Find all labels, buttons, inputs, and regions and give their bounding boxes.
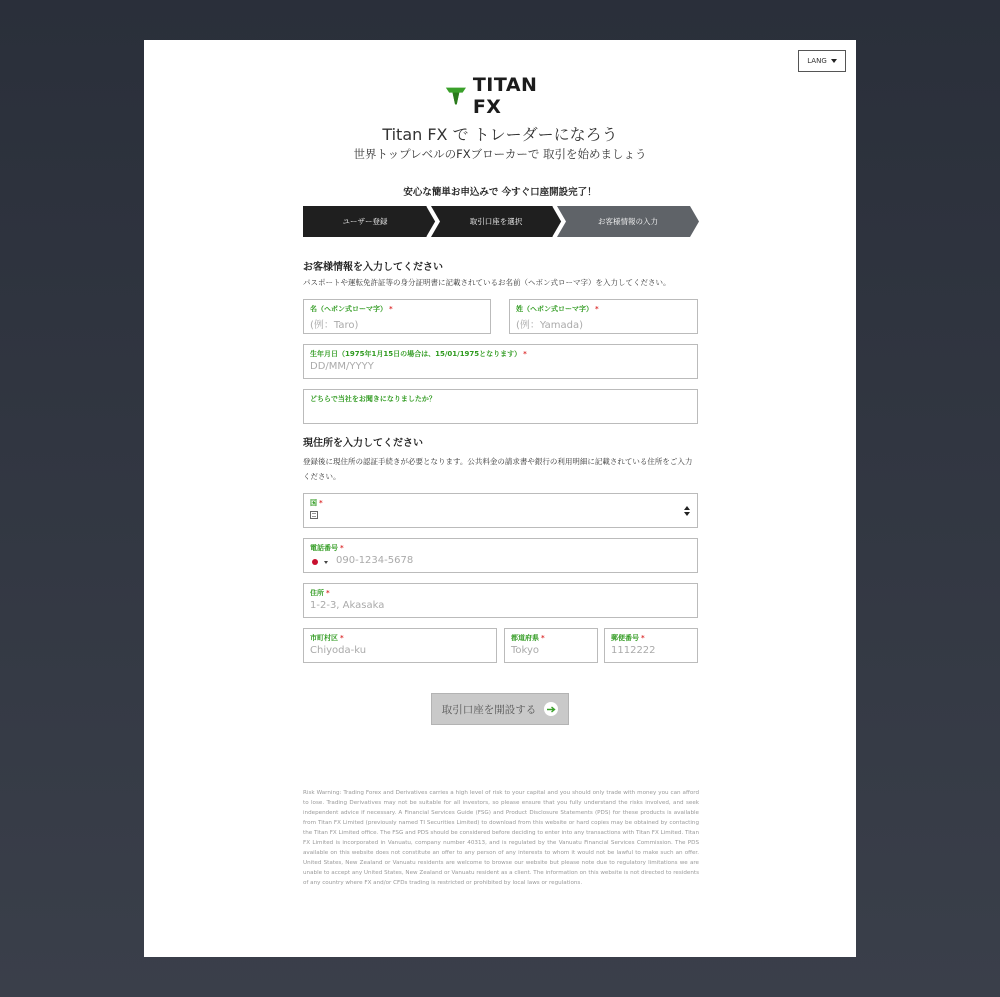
risk-warning: Risk Warning: Trading Forex and Derivatives carries a high level of risk to your capital and you should only trade with money you can afford to lose. Trading Derivatives may not be suitable for all investors, so please ensure that you fully understand the risks involved, and seek independent advice if necessary. A Financial Services Guide (FSG) and Product Disclosure Statements (PDS) for these products is available from Titan FX Limited (previously named TI Securities Limited) to download from this website or hard copies may be obtained by contacting the Titan FX Limited office. The FSG and PDS should be considered before deciding to enter into any transactions with Titan FX Limited. Titan FX Limited is incorporated in Vanuatu, company number 40313, and is regulated by the Vanuatu Financial Services Commission. The PDS available on this website does not constitute an offer to any person of any interests to whom it would not be lawful to make such an offer. United States, New Zealand or Vanuatu residents are welcome to browse our website but please note due to regulatory limitations we are unable to accept any United States, New Zealand or Vanuatu resident as a client. The information on this website is not directed to residents of any country where FX and/or CFDs trading is restricted or prohibited by local laws or regulations. bbox=[303, 790, 699, 886]
brand-logo bbox=[445, 74, 557, 118]
postcode-label: 郵便番号 * bbox=[611, 634, 645, 642]
address-description: 登録後に現住所の認証手続きが必要となります。公共料金の請求書や銀行の利用明細に記載されている住所をご入力ください。 bbox=[303, 457, 693, 481]
prefecture-label: 都道府県 * bbox=[511, 634, 545, 642]
language-label: LANG bbox=[807, 57, 827, 65]
address-heading: 現住所を入力してください bbox=[303, 438, 423, 449]
street-placeholder: 1-2-3, Akasaka bbox=[310, 600, 385, 611]
arrow-right-icon bbox=[544, 702, 558, 716]
last-name-field[interactable] bbox=[509, 299, 698, 334]
personal-description: パスポートや運転免許証等の身分証明書に記載されているお名前（ヘボン式ローマ字）を入力してください。 bbox=[303, 278, 671, 287]
phone-label: 電話番号 * bbox=[310, 544, 344, 552]
step-customer-info: お客様情報の入力 bbox=[598, 217, 658, 226]
page-title: Titan FX で トレーダーになろう bbox=[382, 125, 618, 144]
personal-heading: お客様情報を入力してください bbox=[303, 262, 443, 273]
street-address-field[interactable] bbox=[303, 583, 698, 618]
postcode-placeholder: 1112222 bbox=[611, 645, 656, 656]
country-code-caret-icon[interactable] bbox=[324, 561, 328, 564]
street-label: 住所 * bbox=[310, 589, 330, 597]
page-subtitle: 世界トップレベルのFXブローカーで 取引を始めましょう bbox=[353, 147, 647, 161]
referral-label: どちらで当社をお聞きになりましたか？ bbox=[310, 395, 436, 403]
last-name-placeholder: (例：Yamada) bbox=[516, 320, 584, 331]
dob-field[interactable] bbox=[303, 344, 698, 379]
step-select-account: 取引口座を選択 bbox=[469, 217, 523, 226]
language-selector[interactable] bbox=[798, 50, 846, 72]
postcode-field[interactable] bbox=[604, 628, 698, 663]
referral-field[interactable] bbox=[303, 389, 698, 424]
registration-card bbox=[144, 40, 856, 957]
titanfx-logo-icon bbox=[445, 84, 467, 108]
dob-placeholder: DD/MM/YYYY bbox=[310, 361, 374, 372]
progress-steps bbox=[303, 206, 699, 237]
prefecture-field[interactable] bbox=[504, 628, 598, 663]
last-name-label: 姓（ヘボン式ローマ字） * bbox=[516, 305, 599, 313]
phone-field[interactable] bbox=[303, 538, 698, 573]
brand-name: TITAN FX bbox=[472, 74, 538, 118]
city-placeholder: Chiyoda-ku bbox=[310, 645, 367, 656]
first-name-label: 名（ヘボン式ローマ字） * bbox=[310, 305, 393, 313]
caret-down-icon bbox=[831, 59, 837, 63]
open-account-label: 取引口座を開設する bbox=[441, 703, 537, 716]
page-tagline: 安心な簡単お申込みで 今すぐ口座開設完了！ bbox=[403, 187, 597, 198]
country-label: 国 * bbox=[310, 499, 323, 507]
country-select[interactable] bbox=[303, 493, 698, 528]
prefecture-placeholder: Tokyo bbox=[511, 645, 539, 656]
step-user-registration: ユーザー登録 bbox=[342, 217, 388, 226]
flag-placeholder-icon bbox=[310, 511, 318, 519]
select-arrows-icon bbox=[684, 506, 690, 516]
phone-placeholder: 090-1234-5678 bbox=[336, 555, 414, 566]
city-field[interactable] bbox=[303, 628, 497, 663]
first-name-placeholder: (例：Taro) bbox=[310, 320, 359, 331]
open-account-button[interactable] bbox=[431, 693, 569, 725]
dob-label: 生年月日（1975年1月15日の場合は、15/01/1975となります） * bbox=[310, 350, 527, 358]
city-label: 市町村区 * bbox=[310, 634, 344, 642]
first-name-field[interactable] bbox=[303, 299, 491, 334]
japan-flag-icon[interactable] bbox=[312, 559, 318, 565]
